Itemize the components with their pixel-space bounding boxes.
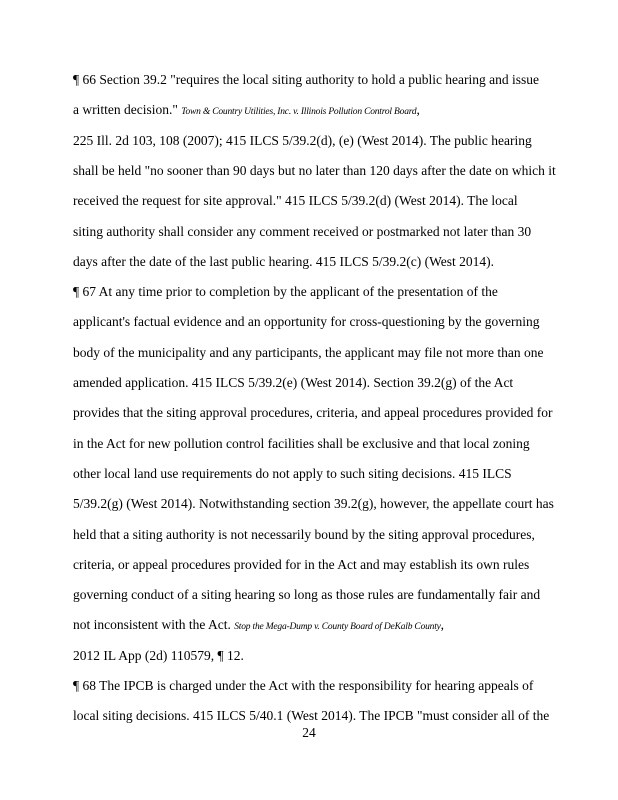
text-line (73, 436, 530, 452)
text-line (73, 587, 540, 603)
text-line (73, 345, 544, 361)
text-run: amended application. 415 ILCS 5/39.2(e) (West 2014). Section 39.2(g) of the Act (73, 375, 514, 390)
text-line (73, 133, 532, 149)
text-run: received the request for site approval." 415 ILCS 5/39.2(d) (West 2014). The local (73, 193, 518, 209)
text-line (73, 102, 420, 120)
text-line (73, 163, 556, 179)
case-citation: Town & Country Utilities, Inc. v. Illinois Pollution Control Board (181, 107, 417, 118)
text-line (73, 254, 494, 270)
text-run: applicant's factual evidence and an opportunity for cross-questioning by the governing (73, 314, 540, 330)
text-line (73, 193, 518, 209)
text-line (73, 314, 540, 330)
text-run: 225 Ill. 2d 103, 108 (2007); 415 ILCS 5/39.2(d), (e) (West 2014). The public hearing (73, 132, 532, 148)
text-line (73, 617, 444, 635)
text-line (73, 284, 498, 300)
text-run: shall be held "no sooner than 90 days but no later than 120 days after the date on which it (73, 162, 556, 178)
text-run: days after the date of the last public hearing. 415 ILCS 5/39.2(c) (West 2014). (73, 253, 495, 269)
text-run: ¶ 67 At any time prior to completion by the applicant of the presentation of the (73, 284, 498, 300)
text-run: , (440, 617, 445, 633)
text-line (73, 557, 529, 573)
text-run: governing conduct of a siting hearing so long as those rules are fundamentally fair and (73, 587, 541, 603)
text-run: in the Act for new pollution control facilities shall be exclusive and that local zoning (73, 435, 530, 451)
text-run: a written decision." (73, 102, 182, 118)
text-run: 2012 IL App (2d) 110579, ¶ 12. (73, 647, 244, 663)
text-run: held that a siting authority is not necessarily bound by the siting approval procedures, (73, 526, 535, 542)
text-line (73, 496, 554, 512)
case-citation: Stop the Mega-Dump v. County Board of DeKalb County (234, 622, 441, 633)
text-line (73, 405, 552, 421)
text-line (73, 375, 513, 391)
text-line (73, 708, 549, 724)
text-run: other local land use requirements do not apply to such siting decisions. 415 ILCS (73, 465, 512, 481)
text-line (73, 466, 512, 482)
text-run: criteria, or appeal procedures provided for in the Act and may establish its own rules (73, 556, 530, 572)
text-line (73, 648, 244, 664)
text-run: not inconsistent with the Act. (73, 617, 235, 633)
text-run: siting authority shall consider any comment received or postmarked not later than 30 (73, 223, 532, 239)
text-run: , (416, 102, 420, 118)
text-line (73, 72, 539, 88)
page-number: 24 (302, 725, 316, 740)
text-line (73, 678, 533, 694)
text-run: provides that the siting approval procedures, criteria, and appeal procedures provided for (73, 405, 553, 421)
text-run: local siting decisions. 415 ILCS 5/40.1 (West 2014). The IPCB "must consider all of the (73, 708, 550, 724)
text-run: body of the municipality and any participants, the applicant may file not more than one (73, 344, 544, 360)
text-run: ¶ 68 The IPCB is charged under the Act with the responsibility for hearing appeals of (73, 678, 534, 693)
text-run: 5/39.2(g) (West 2014). Notwithstanding section 39.2(g), however, the appellate court has (73, 496, 554, 512)
text-line (73, 224, 531, 240)
text-run: ¶ 66 Section 39.2 "requires the local siting authority to hold a public hearing and issue (73, 72, 540, 87)
text-line (73, 527, 535, 543)
